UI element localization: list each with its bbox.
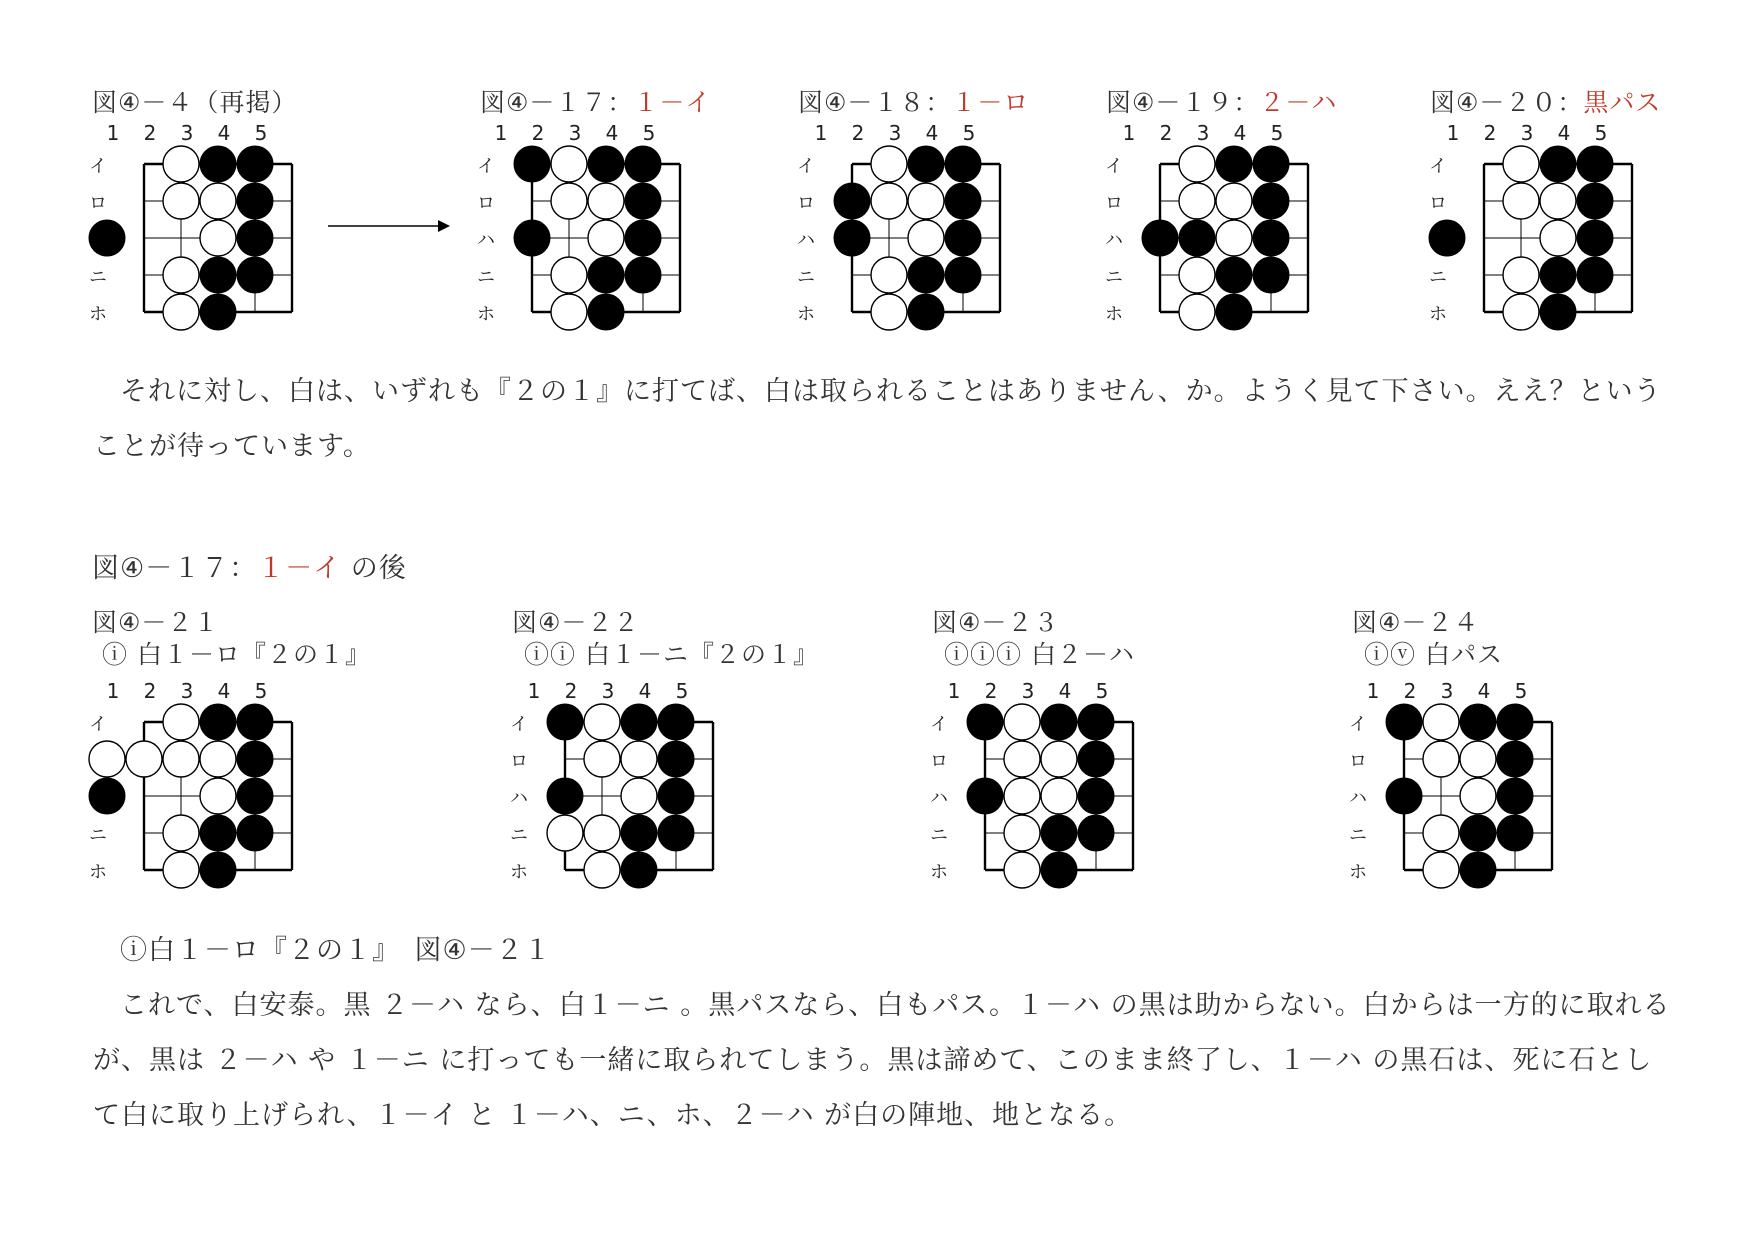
figure-caption-4-20 — [1430, 88, 1661, 118]
col-label: 5 — [1514, 679, 1528, 703]
row-label: ニ — [1105, 267, 1123, 288]
row-label: ハ — [477, 230, 495, 251]
black-stone — [834, 183, 870, 219]
white-stone — [551, 183, 587, 219]
black-stone — [1142, 220, 1178, 256]
go-board-4-18 — [794, 118, 1024, 338]
col-label: 2 — [851, 121, 865, 145]
row-label: ハ — [797, 230, 815, 251]
col-label: 3 — [180, 121, 194, 145]
col-label: 1 — [947, 679, 961, 703]
col-label: 3 — [888, 121, 902, 145]
black-stone — [1041, 704, 1077, 740]
black-stone — [89, 778, 125, 814]
black-stone — [658, 815, 694, 851]
white-stone — [89, 741, 125, 777]
black-stone — [547, 704, 583, 740]
white-stone — [584, 704, 620, 740]
black-stone — [625, 257, 661, 293]
col-label: 3 — [1520, 121, 1534, 145]
black-stone — [1460, 852, 1496, 888]
col-label: 1 — [1366, 679, 1380, 703]
black-stone — [1497, 815, 1533, 851]
body-paragraph-1: それに対し、白は、いずれも『２の１』に打てば、白は取られることはありません、か。ようく見て下さい。ええ？ということが待っています。 — [93, 376, 1662, 462]
white-stone — [547, 815, 583, 851]
black-stone — [1497, 704, 1533, 740]
figure-title-4-24: 図④－２４ — [1352, 608, 1480, 637]
caption-highlight: １－ロ — [951, 88, 1030, 117]
col-label: 2 — [1159, 121, 1173, 145]
white-stone — [1423, 741, 1459, 777]
row-label: ハ — [510, 788, 528, 809]
white-stone — [126, 741, 162, 777]
col-label: 2 — [984, 679, 998, 703]
black-stone — [834, 220, 870, 256]
black-stone — [547, 778, 583, 814]
white-stone — [621, 741, 657, 777]
figure-caption-4-19 — [1106, 88, 1337, 118]
black-stone — [1497, 778, 1533, 814]
white-stone — [1503, 257, 1539, 293]
row-label: イ — [89, 714, 107, 735]
black-stone — [1041, 852, 1077, 888]
black-stone — [588, 257, 624, 293]
col-label: 1 — [106, 121, 120, 145]
black-stone — [200, 146, 236, 182]
col-label: 5 — [254, 121, 268, 145]
white-stone — [163, 183, 199, 219]
white-stone — [163, 852, 199, 888]
caption-highlight: ２－ハ — [1259, 88, 1338, 117]
row-label: ホ — [1349, 862, 1367, 883]
black-stone — [1460, 815, 1496, 851]
white-stone — [1004, 815, 1040, 851]
black-stone — [1540, 146, 1576, 182]
white-stone — [1041, 778, 1077, 814]
col-label: 5 — [1594, 121, 1608, 145]
black-stone — [1078, 815, 1114, 851]
black-stone — [908, 257, 944, 293]
col-label: 3 — [1440, 679, 1454, 703]
black-stone — [658, 778, 694, 814]
row-label: ニ — [797, 267, 815, 288]
white-stone — [1179, 183, 1215, 219]
arrow-right-icon — [326, 218, 452, 234]
row-label: ホ — [1105, 304, 1123, 325]
black-stone — [1078, 704, 1114, 740]
row-label: ハ — [930, 788, 948, 809]
row-label: ホ — [89, 862, 107, 883]
row-label: ロ — [797, 193, 815, 214]
row-label: ホ — [1429, 304, 1447, 325]
col-label: 2 — [143, 679, 157, 703]
black-stone — [1577, 220, 1613, 256]
white-stone — [584, 852, 620, 888]
black-stone — [1577, 183, 1613, 219]
white-stone — [1423, 815, 1459, 851]
row-label: ホ — [510, 862, 528, 883]
figure-subtitle-4-23: ⓘⓘⓘ 白２－ハ — [944, 640, 1135, 669]
white-stone — [551, 257, 587, 293]
black-stone — [1386, 778, 1422, 814]
white-stone — [163, 741, 199, 777]
figure-subtitle-4-22: ⓘⓘ 白１－ニ『２の１』 — [524, 640, 819, 669]
black-stone — [908, 146, 944, 182]
col-label: 5 — [642, 121, 656, 145]
black-stone — [1041, 815, 1077, 851]
row-label: イ — [477, 156, 495, 177]
col-label: 1 — [1122, 121, 1136, 145]
row-label: イ — [1105, 156, 1123, 177]
black-stone — [237, 741, 273, 777]
black-stone — [1216, 146, 1252, 182]
row-label: ロ — [477, 193, 495, 214]
figure-caption-4-4 — [92, 88, 297, 118]
black-stone — [908, 294, 944, 330]
black-stone — [237, 220, 273, 256]
caption-prefix: 図④－１８： — [798, 88, 952, 117]
figure-subtitle-4-24: ⓘⓥ 白パス — [1364, 640, 1503, 669]
black-stone — [1253, 220, 1289, 256]
black-stone — [945, 146, 981, 182]
white-stone — [621, 778, 657, 814]
row-label: ニ — [477, 267, 495, 288]
heading-highlight: １－イ — [257, 553, 342, 584]
black-stone — [200, 294, 236, 330]
col-label: 4 — [1233, 121, 1247, 145]
go-board-4-24 — [1346, 676, 1576, 896]
subheading-4-21: ⓘ白１－ロ『２の１』 図④－２１ — [120, 935, 552, 966]
black-stone — [237, 778, 273, 814]
white-stone — [871, 183, 907, 219]
row-label: ホ — [477, 304, 495, 325]
row-label: イ — [1349, 714, 1367, 735]
row-label: イ — [797, 156, 815, 177]
black-stone — [1253, 183, 1289, 219]
col-label: 3 — [180, 679, 194, 703]
black-stone — [945, 183, 981, 219]
white-stone — [1460, 741, 1496, 777]
figure-caption-4-17 — [480, 88, 711, 118]
col-label: 4 — [638, 679, 652, 703]
col-label: 5 — [962, 121, 976, 145]
white-stone — [1460, 778, 1496, 814]
col-label: 2 — [1483, 121, 1497, 145]
figure-title-4-21: 図④－２１ — [92, 608, 220, 637]
white-stone — [163, 294, 199, 330]
row-label: イ — [89, 156, 107, 177]
caption-prefix: 図④－１９： — [1106, 88, 1260, 117]
go-board-4-21 — [86, 676, 316, 896]
white-stone — [908, 220, 944, 256]
row-label: ニ — [1429, 267, 1447, 288]
black-stone — [625, 183, 661, 219]
row-label: ニ — [510, 825, 528, 846]
caption-prefix: 図④－４（再掲） — [92, 88, 298, 117]
black-stone — [658, 741, 694, 777]
white-stone — [200, 183, 236, 219]
white-stone — [584, 741, 620, 777]
white-stone — [1540, 220, 1576, 256]
black-stone — [200, 704, 236, 740]
col-label: 4 — [1557, 121, 1571, 145]
col-label: 5 — [254, 679, 268, 703]
go-board-4-19 — [1102, 118, 1332, 338]
caption-prefix: 図④－１７： — [480, 88, 634, 117]
row-label: ニ — [89, 267, 107, 288]
black-stone — [237, 257, 273, 293]
black-stone — [1078, 778, 1114, 814]
row-label: ホ — [930, 862, 948, 883]
white-stone — [1004, 852, 1040, 888]
col-label: 4 — [1058, 679, 1072, 703]
white-stone — [1004, 741, 1040, 777]
caption-prefix: 図④－２０： — [1430, 88, 1584, 117]
row-label: ロ — [1349, 751, 1367, 772]
col-label: 4 — [925, 121, 939, 145]
black-stone — [200, 257, 236, 293]
go-board-4-4 — [86, 118, 316, 338]
figure-subtitle-4-21: ⓘ 白１－ロ『２の１』 — [102, 640, 371, 669]
caption-highlight: 黒パス — [1583, 88, 1662, 117]
caption-highlight: １－イ — [633, 88, 712, 117]
black-stone — [237, 704, 273, 740]
go-board-4-20 — [1426, 118, 1656, 338]
white-stone — [1004, 778, 1040, 814]
black-stone — [1253, 257, 1289, 293]
black-stone — [945, 257, 981, 293]
col-label: 2 — [564, 679, 578, 703]
go-board-4-23 — [927, 676, 1157, 896]
black-stone — [89, 220, 125, 256]
black-stone — [621, 815, 657, 851]
black-stone — [1386, 704, 1422, 740]
row-label: イ — [510, 714, 528, 735]
col-label: 4 — [605, 121, 619, 145]
row-label: ロ — [89, 193, 107, 214]
white-stone — [871, 294, 907, 330]
col-label: 1 — [106, 679, 120, 703]
black-stone — [945, 220, 981, 256]
col-label: 1 — [814, 121, 828, 145]
black-stone — [1540, 257, 1576, 293]
heading-prefix: 図④－１７： — [92, 553, 258, 584]
black-stone — [967, 704, 1003, 740]
white-stone — [200, 741, 236, 777]
black-stone — [1460, 704, 1496, 740]
figure-caption-4-18 — [798, 88, 1029, 118]
row-label: ハ — [1349, 788, 1367, 809]
white-stone — [908, 183, 944, 219]
row-label: イ — [1429, 156, 1447, 177]
white-stone — [1004, 704, 1040, 740]
col-label: 3 — [1021, 679, 1035, 703]
col-label: 2 — [143, 121, 157, 145]
heading-suffix: の後 — [341, 553, 407, 584]
col-label: 4 — [217, 679, 231, 703]
black-stone — [1179, 220, 1215, 256]
black-stone — [1216, 294, 1252, 330]
white-stone — [200, 778, 236, 814]
black-stone — [1577, 146, 1613, 182]
section-heading — [92, 552, 407, 586]
white-stone — [1216, 183, 1252, 219]
black-stone — [1497, 741, 1533, 777]
col-label: 3 — [568, 121, 582, 145]
white-stone — [1216, 220, 1252, 256]
white-stone — [163, 815, 199, 851]
white-stone — [588, 183, 624, 219]
black-stone — [588, 294, 624, 330]
black-stone — [514, 220, 550, 256]
col-label: 2 — [531, 121, 545, 145]
white-stone — [163, 146, 199, 182]
white-stone — [588, 220, 624, 256]
white-stone — [1179, 294, 1215, 330]
col-label: 5 — [675, 679, 689, 703]
col-label: 2 — [1403, 679, 1417, 703]
black-stone — [1577, 257, 1613, 293]
col-label: 3 — [1196, 121, 1210, 145]
white-stone — [1179, 146, 1215, 182]
row-label: ロ — [510, 751, 528, 772]
white-stone — [1503, 183, 1539, 219]
white-stone — [1179, 257, 1215, 293]
col-label: 3 — [601, 679, 615, 703]
black-stone — [625, 146, 661, 182]
row-label: ニ — [1349, 825, 1367, 846]
white-stone — [584, 815, 620, 851]
white-stone — [163, 257, 199, 293]
white-stone — [1503, 294, 1539, 330]
white-stone — [1540, 183, 1576, 219]
white-stone — [871, 257, 907, 293]
row-label: ハ — [1105, 230, 1123, 251]
row-label: ロ — [1429, 193, 1447, 214]
white-stone — [1041, 741, 1077, 777]
row-label: ニ — [930, 825, 948, 846]
figure-title-4-23: 図④－２３ — [932, 608, 1060, 637]
black-stone — [658, 704, 694, 740]
black-stone — [237, 815, 273, 851]
row-label: ホ — [89, 304, 107, 325]
figure-title-4-22: 図④－２２ — [512, 608, 640, 637]
black-stone — [200, 815, 236, 851]
black-stone — [514, 146, 550, 182]
white-stone — [551, 294, 587, 330]
row-label: ロ — [1105, 193, 1123, 214]
row-label: イ — [930, 714, 948, 735]
col-label: 1 — [1446, 121, 1460, 145]
go-board-4-22 — [507, 676, 737, 896]
white-stone — [1423, 704, 1459, 740]
go-board-4-17 — [474, 118, 704, 338]
black-stone — [625, 220, 661, 256]
col-label: 4 — [1477, 679, 1491, 703]
row-label: ニ — [89, 825, 107, 846]
black-stone — [237, 146, 273, 182]
white-stone — [871, 146, 907, 182]
col-label: 1 — [494, 121, 508, 145]
black-stone — [1253, 146, 1289, 182]
black-stone — [1078, 741, 1114, 777]
white-stone — [1503, 146, 1539, 182]
col-label: 1 — [527, 679, 541, 703]
row-label: ロ — [930, 751, 948, 772]
black-stone — [1540, 294, 1576, 330]
black-stone — [1216, 257, 1252, 293]
col-label: 5 — [1095, 679, 1109, 703]
white-stone — [551, 146, 587, 182]
col-label: 4 — [217, 121, 231, 145]
row-label: ホ — [797, 304, 815, 325]
black-stone — [967, 778, 1003, 814]
white-stone — [163, 704, 199, 740]
black-stone — [200, 852, 236, 888]
col-label: 5 — [1270, 121, 1284, 145]
black-stone — [621, 852, 657, 888]
black-stone — [621, 704, 657, 740]
black-stone — [588, 146, 624, 182]
body-paragraph-2: これで、白安泰。黒 ２－ハ なら、白１－ニ 。黒パスなら、白もパス。１－ハ の黒は助からない。白からは一方的に取れるが、黒は ２－ハ や １－ニ に打っても一緒に取られてしまう。黒は諦めて、このまま終了し、１－ハ の黒石は、死に石として白に取り上げられ、１－イ と １－ハ、ニ、ホ、２－ハ が白の陣地、地となる。 — [93, 990, 1671, 1131]
white-stone — [1423, 852, 1459, 888]
white-stone — [200, 220, 236, 256]
black-stone — [237, 183, 273, 219]
black-stone — [1429, 220, 1465, 256]
